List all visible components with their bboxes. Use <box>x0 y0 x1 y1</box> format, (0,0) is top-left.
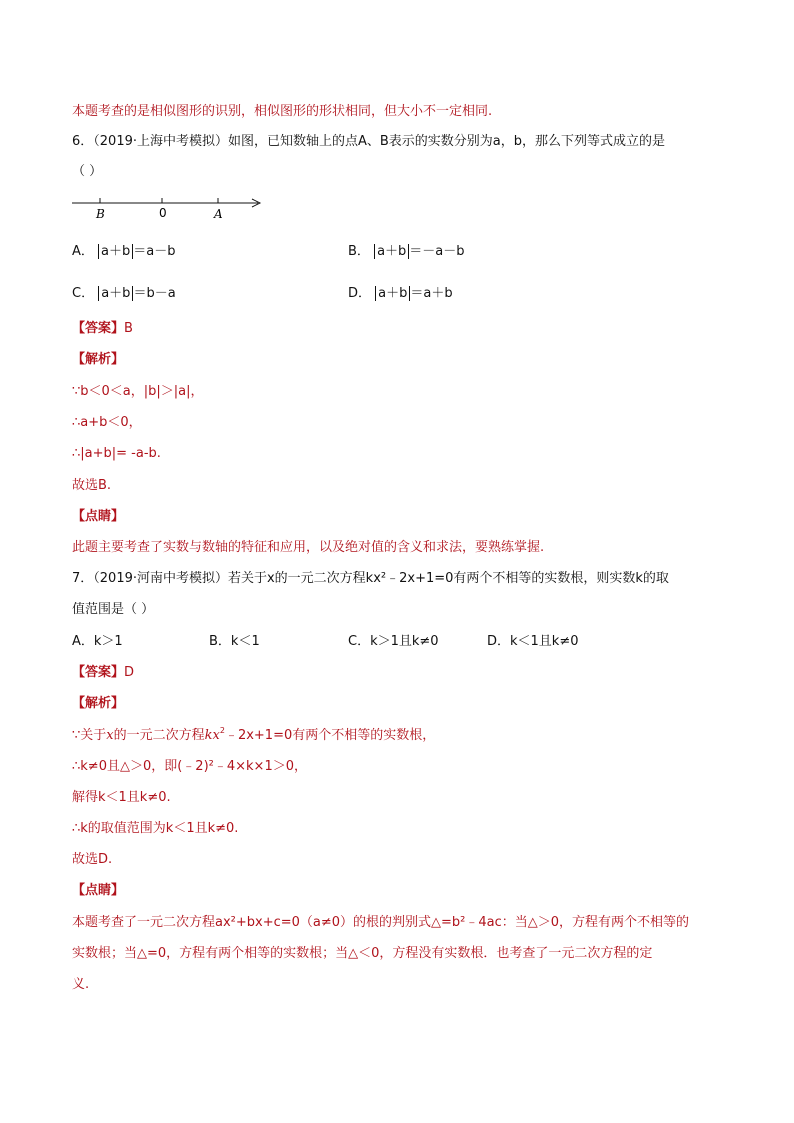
number-line-figure <box>72 192 272 222</box>
q6-analysis-line-1: ∵b＜0＜a，|b|＞|a|， <box>72 384 204 399</box>
q6-stem: 6．（2019·上海中考模拟）如图，已知数轴上的点A、B表示的实数分别为a，b，那么下列等式成立的是 <box>72 134 666 149</box>
q7-option-d: D．k＜1且k≠0 <box>487 634 579 649</box>
q7-analysis-line-1: ∵关于x的一元二次方程$kx^2﹣2x+1=0$有两个不相等的实数根， <box>72 726 436 743</box>
q6-analysis-line-3: ∴|a+b|= -a-b. <box>72 446 161 461</box>
q6-option-a: A． a＋b ＝a－b <box>72 244 176 259</box>
label-O: 0 <box>159 206 167 220</box>
q7-comment-tag: 【点睛】 <box>72 883 125 898</box>
q6-answer: 【答案】B <box>72 321 133 336</box>
q7-stem-line-1: 7．（2019·河南中考模拟）若关于x的一元二次方程kx²﹣2x+1=0有两个不相等的实数根，则实数k的取 <box>72 571 669 586</box>
q6-analysis-line-4: 故选B. <box>72 478 112 493</box>
label-A: A <box>214 207 223 221</box>
q6-comment: 此题主要考查了实数与数轴的特征和应用，以及绝对值的含义和求法，要熟练掌握. <box>72 540 545 555</box>
q7-option-c: C．k＞1且k≠0 <box>348 634 439 649</box>
q7-analysis-line-4: ∴k的取值范围为k＜1且k≠0. <box>72 821 239 836</box>
q7-analysis-line-2: ∴k≠0且△＞0，即(﹣2)²﹣4×k×1＞0， <box>72 759 307 774</box>
q7-stem-line-2: 值范围是（ ） <box>72 602 155 617</box>
q7-analysis-line-3: 解得k＜1且k≠0. <box>72 790 171 805</box>
q7-comment-line-2: 实数根；当△=0，方程有两个相等的实数根；当△＜0，方程没有实数根．也考查了一元二次方程的定 <box>72 946 653 961</box>
q6-option-c: C． a＋b ＝b－a <box>72 286 176 301</box>
q6-analysis-line-2: ∴a+b＜0， <box>72 415 142 430</box>
label-B: B <box>96 207 105 221</box>
q7-analysis-line-5: 故选D. <box>72 852 113 867</box>
q6-option-b: B． a＋b ＝－a－b <box>348 244 465 259</box>
q7-analysis-tag: 【解析】 <box>72 696 125 711</box>
q7-option-b: B．k＜1 <box>209 634 260 649</box>
q7-comment-line-1: 本题考查了一元二次方程ax²+bx+c=0（a≠0）的根的判别式△=b²﹣4ac：当△＞0，方程有两个不相等的 <box>72 915 690 930</box>
q6-paren: （ ） <box>72 164 103 179</box>
q7-option-a: A．k＞1 <box>72 634 123 649</box>
intro-note: 本题考查的是相似图形的识别，相似图形的形状相同，但大小不一定相同. <box>72 104 493 119</box>
q6-analysis-tag: 【解析】 <box>72 352 125 367</box>
q6-comment-tag: 【点睛】 <box>72 509 125 524</box>
q6-option-d: D． a＋b ＝a＋b <box>348 286 453 301</box>
q7-comment-line-3: 义. <box>72 977 90 992</box>
q7-answer: 【答案】D <box>72 665 135 680</box>
